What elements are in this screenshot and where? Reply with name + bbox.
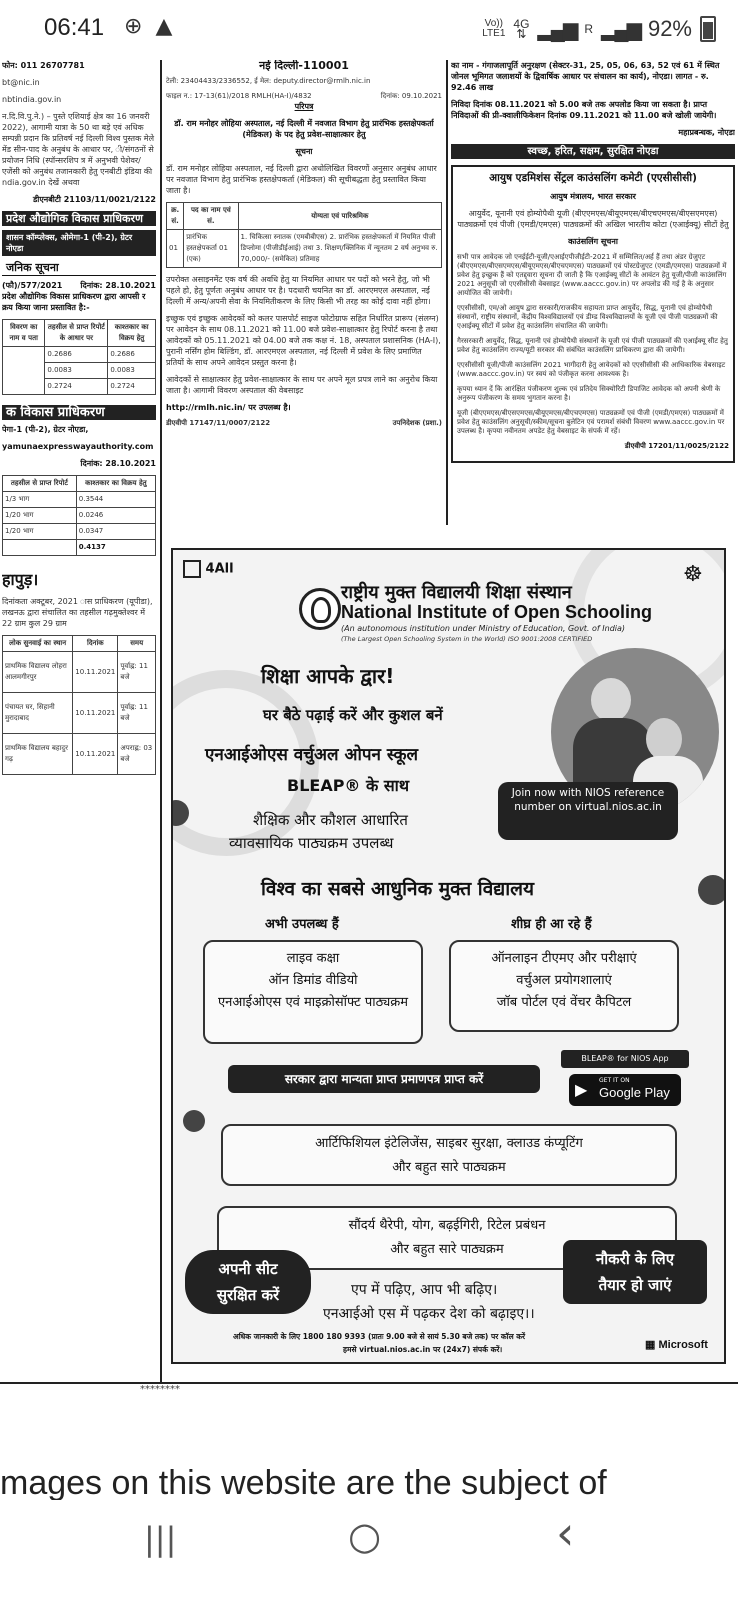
- brand-4all: [183, 560, 234, 578]
- table-cell: 1/3 भाग: [3, 492, 77, 508]
- hapur-body: दिनांकता अक्टूबर, 2021 ास प्राधिकरण (यूपीडा), लखनऊ द्वारा संचालित का तहसील गढ़मुक्तेश्वर में 22 ग्राम कुल 29 ग्राम: [2, 597, 153, 628]
- decor-dot: [698, 875, 726, 905]
- yeida-table: [2, 475, 156, 556]
- network-type: [513, 19, 529, 39]
- google-play-badge[interactable]: [569, 1074, 681, 1106]
- table-row: [3, 734, 156, 775]
- rml-body: डॉ. राम मनोहर लोहिया अस्पताल, नई दिल्ली द्वारा अधोलिखित विवरणों अनुसार अनुबंध आधार पर नवजात विभाग हेतु प्रारंभिक हस्तक्षेपकर्ता (मेडिकल) की सूचीबद्धता हेतु प्रस्तावित किया जाता है।: [166, 164, 437, 195]
- aacc-bullet: एएसीसीसी यूजी/पीजी काउंसलिंग 2021 भागीदारी हेतु आवेदकों को एएसीसीसी की आधिकारिक वेबसाइट (www.aaccc.gov.in) पर स्वयं को पंजीकृत करना आवश्यक है।: [457, 361, 726, 378]
- rml-body-3: इच्छुक एवं इच्छुक आवेदकों को कलर पासपोर्ट साइज फोटोग्राफ सहित निर्धारित प्रारूप (संलग्न) पर आवेदन के साथ 08.11.2021 को 11.00 बजे प्रवेश-साक्षात्कार हेतु रिपोर्ट करना है तथा आवेदकों को 05.11.2021 को 04.00 बजे तक कक्ष नं. 18, अस्पताल प्रशासनिक (HA-I), पुरानी नर्सिंग होम बिल्डिंग, डॉ. आरएमएल अस्पताल, नई दिल्ली में प्रवेश के लिए प्रमाणित प्रतियों के साथ अपने आवेदन प्रस्तुत करना है।: [166, 314, 441, 367]
- network-4g: 4G: [513, 17, 530, 31]
- noida-signoff: महाप्रबन्धक, नोएडा: [678, 128, 735, 137]
- store-name: Google Play: [599, 1085, 670, 1100]
- rml-davp: डीएवीपी 17147/11/0007/2122: [166, 419, 271, 427]
- nios-name-hindi: राष्ट्रीय मुक्त विद्यालयी शिक्षा संस्थान: [341, 582, 572, 603]
- table-cell: 1/20 भाग: [3, 508, 77, 524]
- back-button[interactable]: ‹: [556, 1506, 575, 1560]
- data-arrows-icon: ⇅: [516, 27, 527, 41]
- microsoft-logo: [645, 1338, 708, 1351]
- nbt-phone: फोन: 011 26707781: [2, 61, 85, 70]
- public-notice-title: जनिक सूचना: [2, 260, 156, 276]
- table-cell: 0.2686: [108, 347, 156, 363]
- tech-courses-box: [221, 1124, 677, 1186]
- table-header: क्र. सं.: [167, 203, 184, 230]
- caption-area: [0, 1448, 738, 1500]
- table-row: [3, 540, 156, 556]
- upsida-address: शासन कॉम्प्लेक्स, ओमेगा-1 (पी-2), ग्रेटर नोएडा: [2, 230, 156, 256]
- brand-4all-label: 4All: [205, 561, 234, 577]
- aacc-bullet: सभी पात्र आवेदक जो एनईईटी-यूजी/एआईएपीजीईटी-2021 में सम्मिलित/अर्ह हैं तथा अंडर ग्रेजुएट (बीएएमएस/बीएसएमएस/बीयूएमएस/बीएचएमएस) पाठ्यक्रमों एवं पोस्टग्रेजुएट (एमडी/एमएस) पाठ्यक्रमों में प्रवेश हेतु इच्छुक हैं को एतद्द्वारा सूचना दी जाती है कि एआईक्यू सीटों के आवंटन हेतु यूजी/पीजी काउंसलिंग 2021 अनुसूची जो एएसीसीसी वेबसाइट (www.aaccc.gov.in) पर अपलोड की गई है के अनुसार आयोजित की जायेगी।: [457, 253, 727, 297]
- table-cell: 10.11.2021: [73, 734, 118, 775]
- job-line: नौकरी के लिए: [595, 1250, 675, 1268]
- ad-line-3: BLEAP® के साथ: [287, 776, 410, 795]
- ad-line-2: एनआईओएस वर्चुअल ओपन स्कूल: [205, 745, 419, 765]
- ad-line-1: घर बैठे पढ़ाई करें और कुशल बनें: [263, 706, 443, 724]
- upsida-ref-row: [2, 280, 156, 291]
- volte-bottom: LTE1: [482, 28, 506, 39]
- yeida-band: क विकास प्राधिकरण: [2, 405, 156, 420]
- notification-icons: [124, 14, 172, 39]
- aacc-bullet: एएसीसीसी, एम/ओ आयुष द्वारा सरकारी/राजकीय सहायता प्राप्त आयुर्वेद, सिद्ध, यूनानी एवं होम्योपैथी संस्थानों, राष्ट्रीय संस्थानों, केंद्रीय विश्वविद्यालयों एवं डीम्ड विश्वविद्यालयों के यूजी एवं पीजी पाठ्यक्रमों की एआईक्यू सीटों में प्रवेश हेतु काउंसलिंग संचालित की जायेगी।: [457, 304, 718, 330]
- table-cell: 0.2724: [108, 379, 156, 395]
- battery-percent: 92%: [647, 16, 692, 41]
- nbt-notice-body: न.दि.वि.पु.ने.) – पुस्ते एशियाई क्षेत्र का 16 जनवरी 2022), आगामी यात्रा के 50 था बड़े एवं अधिक सम्पन्नी प्रदान कि प्रतिवर्ष नई दिल्ली विश्व पुस्तक मेले मेंड सीन-पाद के अनुबंध के आधार पर, ी/संगठनों से प्रयोजन निधि (स्पॉन्सरशिप त्र में अनुभवी पेशेवर/एजेंसी को अनुबंध तजानकारी हेतु एनबीटी इंडिया की ndia.gov.in देखें अथवा: [2, 112, 154, 187]
- left-column: [2, 60, 156, 1380]
- nios-logo-icon: [299, 588, 341, 630]
- table-header: विवरण का नाम व पता: [3, 320, 45, 347]
- rml-title: नई दिल्ली-110001: [259, 60, 349, 72]
- signal-icon-2: ▂▄▆: [601, 18, 640, 41]
- table-cell: 0.0083: [108, 363, 156, 379]
- table-cell: पंचायत घर, सिहानी मुरादाबाद: [3, 693, 73, 734]
- available-features-box: [203, 940, 423, 1044]
- noida-body-2: निविदा दिनांक 08.11.2021 को 5.00 बजे तक अपलोड किया जा सकता है। प्राप्त निविदाओं की प्री-क्वालीफिकेशन दिनांक 09.11.2021 को 11.00 बजे खोली जायेगी।: [451, 100, 717, 120]
- student-face: [646, 718, 682, 760]
- course-line: सौंदर्य थैरेपी, योग, बढ़ईगिरी, रिटेल प्रबंधन: [348, 1218, 546, 1233]
- table-row: [3, 492, 156, 508]
- rml-footer: [166, 419, 442, 428]
- column-rule: [160, 60, 162, 1382]
- coming-soon-label: शीघ्र ही आ रहे हैं: [511, 917, 592, 932]
- table-cell: पूर्वाह्न: 11 बजे: [118, 652, 156, 693]
- ad-line-5: व्यावसायिक पाठ्यक्रम उपलब्ध: [229, 834, 394, 852]
- play-store-icon: ▶: [575, 1080, 588, 1099]
- join-now-badge: Join now with NIOS reference number on virtual.nios.ac.in: [498, 782, 678, 840]
- aacc-subtitle: आयुर्वेद, यूनानी एवं होम्योपैथी यूजी (बीएएमएस/बीयूएमएस/बीएचएमएस/बीएसएमएस) पाठ्यक्रमों एवं पीजी (एमडी/एमएस) पाठ्यक्रमों की अखिल भारतीय कोटा (एआईक्यू) सीटों हेतु: [457, 209, 729, 229]
- table-row: [3, 524, 156, 540]
- hapur-table: [2, 635, 156, 775]
- available-now-label: अभी उपलब्ध हैं: [265, 917, 339, 932]
- get-it-on-label: GET IT ON: [599, 1077, 630, 1084]
- table-header: लोक सुनवाई का स्थान: [3, 636, 73, 652]
- table-cell: 1/20 भाग: [3, 524, 77, 540]
- nios-name-english: National Institute of Open Schooling: [341, 602, 652, 622]
- newspaper-page-image[interactable]: [0, 60, 738, 1400]
- rml-heading: परिपत्र: [294, 102, 314, 111]
- table-cell: 1. चिकित्सा स्नातक (एमबीबीएस) 2. प्रारंभिक हस्तक्षेपकर्ता में नियमित पीजी डिप्लोमा (पीजीडीईआई) तथा 3. शिक्षण/क्लिनिक में न्यूनतम 2 वर्ष अनुभव रु. 70,000/- (समेकित) प्रतिमाह: [238, 230, 441, 268]
- right-column: [451, 60, 735, 542]
- rml-notice: [166, 60, 442, 542]
- table-header: समय: [118, 636, 156, 652]
- rml-signature: उपनिदेशक (प्रशा.): [392, 419, 442, 427]
- system-indicators: [482, 16, 716, 42]
- course-line: और बहुत सारे पाठ्यक्रम: [392, 1160, 506, 1175]
- govt-certificate-banner: सरकार द्वारा मान्यता प्राप्त प्रमाणपत्र प्राप्त करें: [228, 1065, 540, 1093]
- table-cell: प्रारंभिक हस्तक्षेपकर्ता 01 (एक): [184, 230, 238, 268]
- course-line: आर्टिफिशियल इंटेलिजेंस, साइबर सुरक्षा, क्लाउड कंप्यूटिंग: [315, 1136, 583, 1151]
- yeida-url: yamunaexpresswayauthority.com: [2, 442, 154, 451]
- rml-table: [166, 202, 442, 268]
- seat-line: अपनी सीट: [218, 1260, 278, 1278]
- table-header: तहसील से प्राप्त रिपोर्ट: [3, 476, 77, 492]
- table-header: दिनांक: [73, 636, 118, 652]
- table-header: तहसील से प्राप्त रिपोर्ट के आधार पर: [45, 320, 108, 347]
- hotspot-icon: ⊕: [124, 14, 143, 39]
- aacc-bullet: कृपया ध्यान दें कि आरंक्षित पंजीकरण शुल्क एवं प्रतिदेय सिक्योरिटी डिपाजिट आवेदक को अपनी श्रेणी के अनुरूप पंजीकरण के समय भुगतान करना है।: [457, 385, 721, 402]
- rml-ref: फाइल न.: 17-13(61)/2018 RMLH(HA-I)/4832: [166, 92, 312, 100]
- stars-separator: ********: [140, 1384, 180, 1395]
- volte-top: Vo)): [484, 18, 503, 29]
- yeida-date: दिनांक: 28.10.2021: [80, 459, 156, 468]
- caption-text: mages on this website are the subject of: [0, 1464, 607, 1500]
- upsida-table: [2, 319, 156, 395]
- table-row: [3, 652, 156, 693]
- rml-ref-row: [166, 92, 442, 101]
- student-face: [591, 678, 631, 722]
- nbt-davp: डीएनबीटी 21103/11/0021/2122: [32, 195, 156, 204]
- seat-line: सुरक्षित करें: [216, 1286, 280, 1304]
- upsida-ref: (फौ)/577/2021: [2, 281, 63, 290]
- table-cell: 01: [167, 230, 184, 268]
- rml-date: दिनांक: 09.10.2021: [380, 92, 442, 100]
- table-cell: प्राथमिक विद्यालय बहादुर गढ़: [3, 734, 73, 775]
- virtual-contact-text: हमसे virtual.nios.ac.in पर (24x7) संपर्क करें।: [343, 1345, 503, 1354]
- home-button[interactable]: ○: [348, 1514, 382, 1558]
- table-cell: 10.11.2021: [73, 652, 118, 693]
- rml-url: http://rmlh.nic.in/ पर उपलब्ध है।: [166, 403, 291, 412]
- feature-item: जॉब पोर्टल एवं वेंचर कैपिटल: [496, 995, 632, 1010]
- upsida-band: प्रदेश औद्योगिक विकास प्राधिकरण: [2, 211, 156, 226]
- table-cell: अपराह्न: 03 बजे: [118, 734, 156, 775]
- app-label: BLEAP® for NIOS App: [561, 1050, 689, 1068]
- feature-item: ऑन डिमांड वीडियो: [268, 973, 358, 988]
- aacc-bullet: यूजी (बीएएमएस/बीएसएमएस/बीयूएमएस/बीएचएमएस) पाठ्यक्रमों एवं पीजी (एमडी/एमएस) पाठ्यक्रमों में प्रवेश हेतु काउंसलिंग अनुसूची/स्कीम/सूचना बुलेटिन एवं परामर्श संबंधी विवरण www.aaccc.gov.in पर उपलब्ध है। कृपया नवीनतम अपडेट हेतु वेबसाइट के संपर्क में रहें।: [457, 409, 725, 435]
- rml-body-4: आवेदकों से साक्षात्कार हेतु प्रवेश-साक्षात्कार के साथ पर अपने मूल प्रपत्र लाने का अनुरोध किया जाता है। आगामी विवरण अस्पताल की वेबसाइट: [166, 375, 438, 395]
- volte-indicator: [482, 19, 505, 39]
- table-cell: 0.2686: [45, 347, 108, 363]
- aacc-title: आयुष एडमिशंस सेंट्रल काउंसलिंग कमेटी (एएसीसीसी): [489, 172, 697, 184]
- recents-button[interactable]: |||: [144, 1520, 177, 1558]
- decor-dot: [183, 1110, 205, 1132]
- sim-indicator: R: [584, 22, 594, 36]
- table-row: [167, 230, 442, 268]
- upsida-date: दिनांक: 28.10.2021: [80, 281, 156, 290]
- nios-tagline: (An autonomous institution under Ministry of Education, Govt. of India): [341, 624, 626, 633]
- table-cell: 0.0083: [45, 363, 108, 379]
- aacc-davp: डीएवीपी 17201/11/0025/2122: [624, 442, 729, 450]
- job-ready-badge: [563, 1240, 707, 1304]
- table-row: [3, 693, 156, 734]
- table-cell: प्राथमिक विद्यालय लोहरा आलमगीरपुर: [3, 652, 73, 693]
- nios-advertisement: [171, 548, 726, 1364]
- course-line: और बहुत सारे पाठ्यक्रम: [390, 1242, 504, 1257]
- upsida-body: प्रदेश औद्योगिक विकास प्राधिकरण द्वारा आपसी र क्रय किया जाना प्रस्तावित है:-: [2, 292, 146, 312]
- brain-icon: ☸: [683, 562, 703, 587]
- microsoft-label: Microsoft: [658, 1339, 708, 1351]
- aacc-notice: [451, 165, 735, 463]
- aacc-notice-label: काउंसलिंग सूचना: [568, 237, 618, 246]
- table-cell: 0.0246: [76, 508, 155, 524]
- table-cell: 0.3544: [76, 492, 155, 508]
- world-best-heading: विश्व का सबसे आधुनिक मुक्त विद्यालय: [261, 878, 535, 900]
- signal-icon: ▂▄▆: [537, 18, 577, 41]
- nation-slogan: एनआईओ एस में पढ़कर देश को बढ़ाइए।।: [323, 1306, 535, 1322]
- navigation-bar: [0, 1500, 738, 1600]
- noida-body: का नाम - गंगाजलापूर्ति अनुरक्षण (सेक्टर-31, 25, 05, 06, 63, 52 एवं 61 में स्थित जोनल भूमिगत जलाशयों के द्विवार्षिक आधार पर संचालन का कार्य), नोएडा। लागत - रु. 92.46 लाख: [451, 61, 720, 92]
- battery-icon: [700, 16, 716, 42]
- nbt-email: bt@nic.in: [2, 78, 40, 87]
- table-cell: [3, 540, 77, 556]
- table-header: काश्तकार का विक्रय हेतु: [108, 320, 156, 347]
- rml-body-2: उपरोक्त असाइनमेंट एक वर्ष की अवधि हेतु या नियमित आधार पर पदों को भरने हेतु, जो भी पहले हो, हेतु पूर्णतः अनुबंध आधार पर है। पदधारी चयनित का डॉ. आरएमएल अस्पताल, नई दिल्ली में अन्य/अपनी सेवा के नियमितीकरण के लिए किसी भी तरह का कोई दावा नहीं होगा।: [166, 275, 431, 306]
- table-row: [3, 508, 156, 524]
- brand-4all-icon: [183, 560, 201, 578]
- job-line: तैयार हो जाएं: [598, 1276, 672, 1294]
- table-header: काश्तकार का विक्रय हेतु: [76, 476, 155, 492]
- table-cell: पूर्वाह्न: 11 बजे: [118, 693, 156, 734]
- helpline-text: अधिक जानकारी के लिए 1800 180 9393 (प्रातः 9.00 बजे से सायं 5.30 बजे तक) पर कॉल करें: [233, 1332, 526, 1341]
- table-cell: 0.2724: [45, 379, 108, 395]
- ad-headline: शिक्षा आपके द्वार!: [261, 664, 395, 688]
- column-rule: [446, 60, 448, 525]
- aacc-bullet: गैरसरकारी आयुर्वेद, सिद्ध, यूनानी एवं होम्योपैथी संस्थानों के यूजी एवं पीजी पाठ्यक्रमों की एआईक्यू सीट हेतु प्रवेश हेतु काउंसलिंग राज्य/यूटी सरकार की संबंधित काउंसलिंग प्राधिकरण द्वारा की जायेगी।: [457, 337, 728, 354]
- ad-line-4: शैक्षिक और कौशल आधारित: [253, 811, 408, 829]
- rml-notice-label: सूचना: [295, 147, 313, 156]
- clock: 06:41: [44, 14, 105, 41]
- aacc-ministry: आयुष मंत्रालय, भारत सरकार: [550, 192, 636, 201]
- table-row: [3, 347, 156, 363]
- table-header: योग्यता एवं पारिश्रमिक: [238, 203, 441, 230]
- table-header: पद का नाम एवं सं.: [184, 203, 238, 230]
- secure-seat-badge: [185, 1250, 311, 1314]
- table-cell: 0.4137: [76, 540, 155, 556]
- noida-slogan: स्वच्छ, हरित, सक्षम, सुरक्षित नोएडा: [451, 144, 735, 159]
- page-bottom-rule: [0, 1382, 738, 1384]
- feature-item: लाइव कक्षा: [286, 951, 340, 966]
- hapur-heading: हापुड़।: [2, 570, 39, 589]
- microsoft-icon: ▦: [645, 1339, 656, 1351]
- nbt-website: nbtindia.gov.in: [2, 95, 62, 104]
- status-bar: [0, 0, 738, 60]
- table-cell: 0.0347: [76, 524, 155, 540]
- warning-icon: ▲: [155, 14, 173, 39]
- rml-contact: टेली: 23404433/2336552, ई मेल: deputy.director@rmlh.nic.in: [166, 77, 371, 85]
- yeida-address: पेगा-1 (पी-2), ग्रेटर नोएडा,: [2, 425, 89, 434]
- table-cell: 10.11.2021: [73, 693, 118, 734]
- feature-item: वर्चुअल प्रयोगशालाएं: [516, 973, 612, 988]
- study-slogan: एप में पढ़िए, आप भी बढ़िए।: [351, 1282, 498, 1298]
- feature-item: ऑनलाइन टीएमए और परीक्षाएं: [491, 951, 637, 966]
- rml-subheading: डॉ. राम मनोहर लोहिया अस्पताल, नई दिल्ली में नवजात विभाग हेतु प्रारंभिक हस्तक्षेपकर्ता (मेडिकल) के पद हेतु प्रवेश-साक्षात्कार हेतु: [174, 119, 434, 139]
- feature-item: एनआईओएस एवं माइक्रोसॉफ्ट पाठ्यक्रम: [217, 995, 409, 1010]
- nios-tagline-2: (The Largest Open Schooling System in the World) ISO 9001:2008 CERTIFIED: [341, 635, 593, 643]
- upcoming-features-box: [449, 940, 679, 1032]
